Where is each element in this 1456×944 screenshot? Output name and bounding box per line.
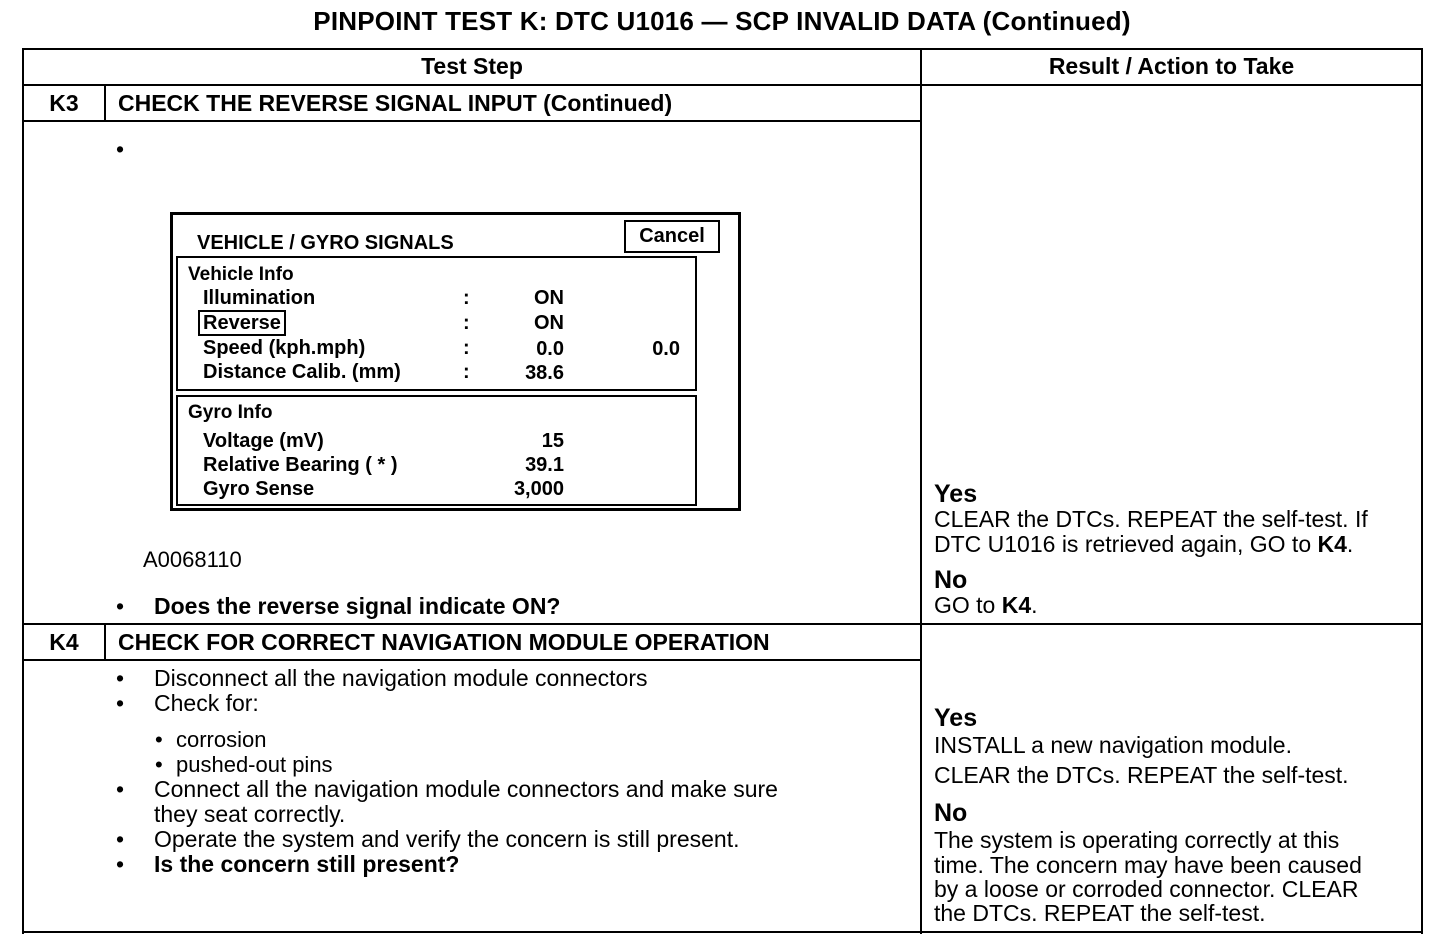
gyro-info-label: Gyro Info bbox=[188, 402, 273, 423]
k4-question: Is the concern still present? bbox=[154, 851, 460, 877]
bullet-marker: • bbox=[116, 136, 125, 162]
k3-title-underline bbox=[22, 120, 922, 122]
k4-bullet-3-line-1: Connect all the navigation module connectors and make sure bbox=[154, 776, 778, 802]
speed-label: Speed (kph.mph) bbox=[203, 337, 366, 359]
table-border-left bbox=[22, 48, 24, 934]
illumination-value: ON bbox=[534, 287, 564, 309]
distance-calib-label: Distance Calib. (mm) bbox=[203, 361, 401, 383]
k4-bullet-3-line-2: they seat correctly. bbox=[154, 801, 346, 827]
k3-no-goto-k4[interactable]: K4 bbox=[1001, 592, 1032, 618]
k3-yes-goto-k4[interactable]: K4 bbox=[1317, 531, 1347, 557]
k3-yes-text-1: CLEAR the DTCs. REPEAT the self-test. If bbox=[934, 506, 1368, 532]
k4-sub-1-marker: • bbox=[155, 727, 163, 752]
illumination-label: Illumination bbox=[203, 287, 316, 309]
header-divider bbox=[22, 84, 1423, 86]
k4-no-text-2: time. The concern may have been caused bbox=[934, 852, 1362, 878]
speed-value-alt: 0.0 bbox=[652, 338, 680, 360]
header-test-step: Test Step bbox=[421, 53, 523, 79]
k3-question: Does the reverse signal indicate ON? bbox=[154, 593, 561, 619]
reverse-sep: : bbox=[463, 312, 470, 334]
k4-no-text-3: by a loose or corroded connector. CLEAR bbox=[934, 876, 1359, 902]
column-divider bbox=[920, 48, 922, 934]
k3-no-text-c: . bbox=[1031, 592, 1038, 618]
k4-bullet-1-marker: • bbox=[116, 665, 125, 691]
k4-yes-label: Yes bbox=[934, 704, 978, 732]
header-result-action: Result / Action to Take bbox=[1048, 53, 1295, 79]
k3-no-text bbox=[934, 593, 1038, 618]
page-title: PINPOINT TEST K: DTC U1016 — SCP INVALID DATA (Continued) bbox=[313, 6, 1131, 36]
k4-no-text-4: the DTCs. REPEAT the self-test. bbox=[934, 900, 1266, 926]
k4-bullet-3-marker: • bbox=[116, 776, 125, 802]
k4-sub-2-marker: • bbox=[155, 752, 163, 777]
reverse-label bbox=[203, 312, 286, 335]
cancel-button[interactable]: Cancel bbox=[624, 220, 720, 253]
vehicle-info-label: Vehicle Info bbox=[188, 264, 294, 285]
step-id-k4: K4 bbox=[49, 629, 79, 655]
gyro-sense-label: Gyro Sense bbox=[203, 478, 315, 500]
distance-calib-sep: : bbox=[463, 361, 470, 383]
voltage-label: Voltage (mV) bbox=[203, 430, 324, 452]
k4-bullet-1: Disconnect all the navigation module connectors bbox=[154, 665, 648, 691]
k4-id-divider bbox=[104, 623, 106, 661]
k4-bullet-2-marker: • bbox=[116, 690, 125, 716]
table-border-right bbox=[1421, 48, 1423, 934]
reverse-value: ON bbox=[534, 312, 564, 334]
k4-no-text-1: The system is operating correctly at this bbox=[934, 827, 1340, 853]
reverse-highlight: Reverse bbox=[198, 310, 286, 336]
k3-question-bullet: • bbox=[116, 593, 125, 619]
table-border-top bbox=[22, 48, 1423, 50]
k3-yes-text-2a: DTC U1016 is retrieved again, GO to bbox=[934, 531, 1318, 557]
k4-yes-text-1: INSTALL a new navigation module. bbox=[934, 732, 1292, 758]
illumination-sep: : bbox=[463, 287, 470, 309]
relative-bearing-value: 39.1 bbox=[525, 454, 564, 476]
k3-no-label: No bbox=[934, 566, 968, 594]
k3-no-text-a: GO to bbox=[934, 592, 1002, 618]
row-divider bbox=[22, 623, 1423, 625]
k3-yes-text-2 bbox=[934, 532, 1353, 557]
k4-sub-1: corrosion bbox=[176, 727, 267, 752]
k3-id-divider bbox=[104, 84, 106, 122]
voltage-value: 15 bbox=[541, 430, 564, 452]
screen-title: VEHICLE / GYRO SIGNALS bbox=[197, 232, 454, 254]
speed-sep: : bbox=[463, 337, 470, 359]
k4-bullet-5-marker: • bbox=[116, 851, 125, 877]
gyro-sense-value: 3,000 bbox=[513, 478, 564, 500]
step-title-k3: CHECK THE REVERSE SIGNAL INPUT (Continued) bbox=[118, 90, 673, 116]
figure-id: A0068110 bbox=[143, 547, 242, 572]
speed-value: 0.0 bbox=[536, 338, 564, 360]
k4-title-underline bbox=[22, 659, 922, 661]
step-title-k4: CHECK FOR CORRECT NAVIGATION MODULE OPERATION bbox=[118, 629, 770, 655]
k4-bullet-4: Operate the system and verify the concern is still present. bbox=[154, 826, 740, 852]
step-id-k3: K3 bbox=[49, 90, 79, 116]
k4-bullet-2: Check for: bbox=[154, 690, 259, 716]
k4-bullet-4-marker: • bbox=[116, 826, 125, 852]
k3-yes-text-2c: . bbox=[1346, 531, 1354, 557]
table-border-bottom bbox=[22, 931, 1423, 933]
k4-sub-2: pushed-out pins bbox=[176, 752, 333, 777]
k3-yes-label: Yes bbox=[934, 480, 978, 508]
k4-yes-text-2: CLEAR the DTCs. REPEAT the self-test. bbox=[934, 762, 1349, 788]
k4-no-label: No bbox=[934, 799, 968, 827]
distance-calib-value: 38.6 bbox=[525, 362, 564, 384]
relative-bearing-label: Relative Bearing ( * ) bbox=[203, 454, 398, 476]
